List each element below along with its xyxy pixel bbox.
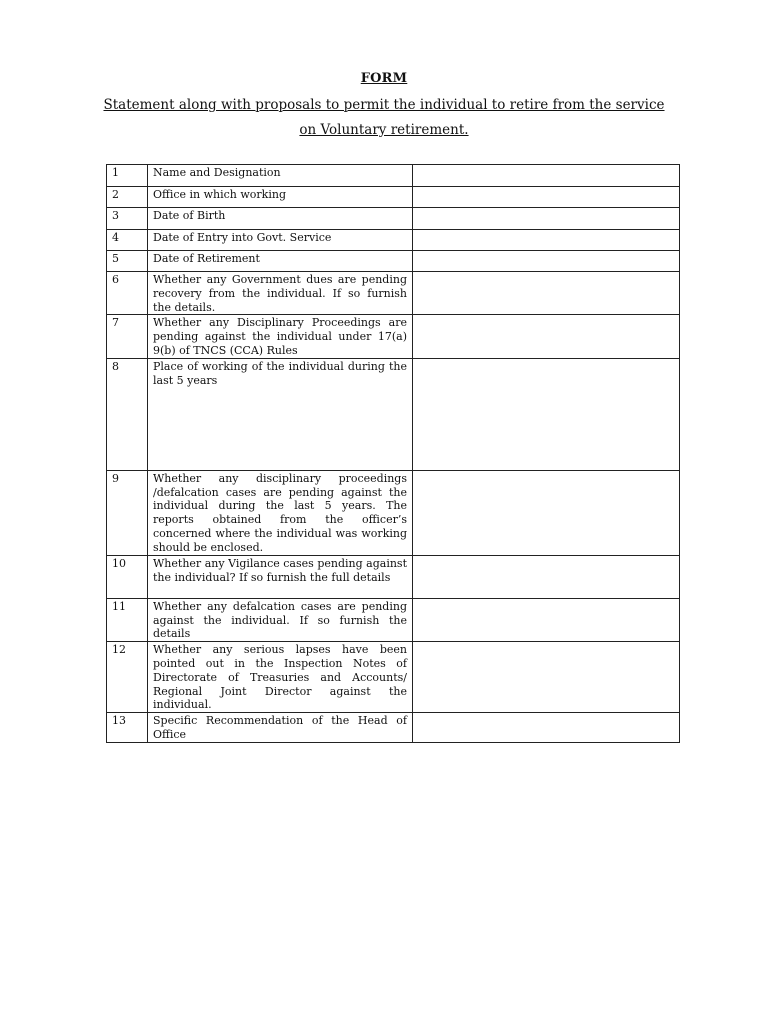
row-value-cell[interactable] <box>413 555 680 598</box>
row-value-cell[interactable] <box>413 642 680 713</box>
row-number: 7 <box>107 315 148 358</box>
row-number: 1 <box>107 165 148 187</box>
table-row <box>107 251 680 272</box>
retirement-statement-table <box>106 164 680 743</box>
row-description: Name and Designation <box>148 165 413 187</box>
table-row <box>107 230 680 251</box>
table-row <box>107 165 680 187</box>
row-description: Whether any Disciplinary Proceedings are pending against the individual under 17(a) 9(b) of TNCS (CCA) Rules <box>148 315 413 358</box>
row-number: 12 <box>107 642 148 713</box>
row-value-cell[interactable] <box>413 713 680 743</box>
form-title: FORM <box>360 71 408 86</box>
row-description: Date of Birth <box>148 208 413 230</box>
row-description: Date of Entry into Govt. Service <box>148 230 413 251</box>
table-row <box>107 315 680 358</box>
table-row <box>107 598 680 641</box>
row-value-cell[interactable] <box>413 230 680 251</box>
form-subtitle: Statement along with proposals to permit the individual to retire from the service on Voluntary retirement. <box>103 97 665 138</box>
row-number: 4 <box>107 230 148 251</box>
row-description: Whether any disciplinary proceedings /defalcation cases are pending against the individual during the last 5 years. The reports obtained from the officer’s concerned where the individual was working should be enclosed. <box>148 470 413 555</box>
row-number: 9 <box>107 470 148 555</box>
row-number: 8 <box>107 358 148 470</box>
row-description: Specific Recommendation of the Head of Office <box>148 713 413 743</box>
row-value-cell[interactable] <box>413 470 680 555</box>
row-value-cell[interactable] <box>413 358 680 470</box>
table-row <box>107 358 680 470</box>
row-value-cell[interactable] <box>413 272 680 315</box>
row-number: 2 <box>107 187 148 208</box>
row-description: Whether any defalcation cases are pending against the individual. If so furnish the details <box>148 598 413 641</box>
table-row <box>107 187 680 208</box>
row-number: 5 <box>107 251 148 272</box>
row-description: Date of Retirement <box>148 251 413 272</box>
row-description: Whether any serious lapses have been pointed out in the Inspection Notes of Directorate of Treasuries and Accounts/ Regional Joint Director against the individual. <box>148 642 413 713</box>
row-value-cell[interactable] <box>413 187 680 208</box>
table-row <box>107 555 680 598</box>
table-row <box>107 713 680 743</box>
row-description: Office in which working <box>148 187 413 208</box>
row-number: 3 <box>107 208 148 230</box>
row-number: 11 <box>107 598 148 641</box>
row-number: 6 <box>107 272 148 315</box>
row-description: Whether any Vigilance cases pending against the individual? If so furnish the full details <box>148 555 413 598</box>
row-value-cell[interactable] <box>413 315 680 358</box>
table-row <box>107 470 680 555</box>
row-value-cell[interactable] <box>413 598 680 641</box>
row-description: Place of working of the individual during the last 5 years <box>148 358 413 470</box>
row-value-cell[interactable] <box>413 165 680 187</box>
row-value-cell[interactable] <box>413 208 680 230</box>
row-value-cell[interactable] <box>413 251 680 272</box>
table-row <box>107 208 680 230</box>
row-number: 10 <box>107 555 148 598</box>
row-number: 13 <box>107 713 148 743</box>
row-description: Whether any Government dues are pending recovery from the individual. If so furnish the details. <box>148 272 413 315</box>
table-row <box>107 272 680 315</box>
table-row <box>107 642 680 713</box>
